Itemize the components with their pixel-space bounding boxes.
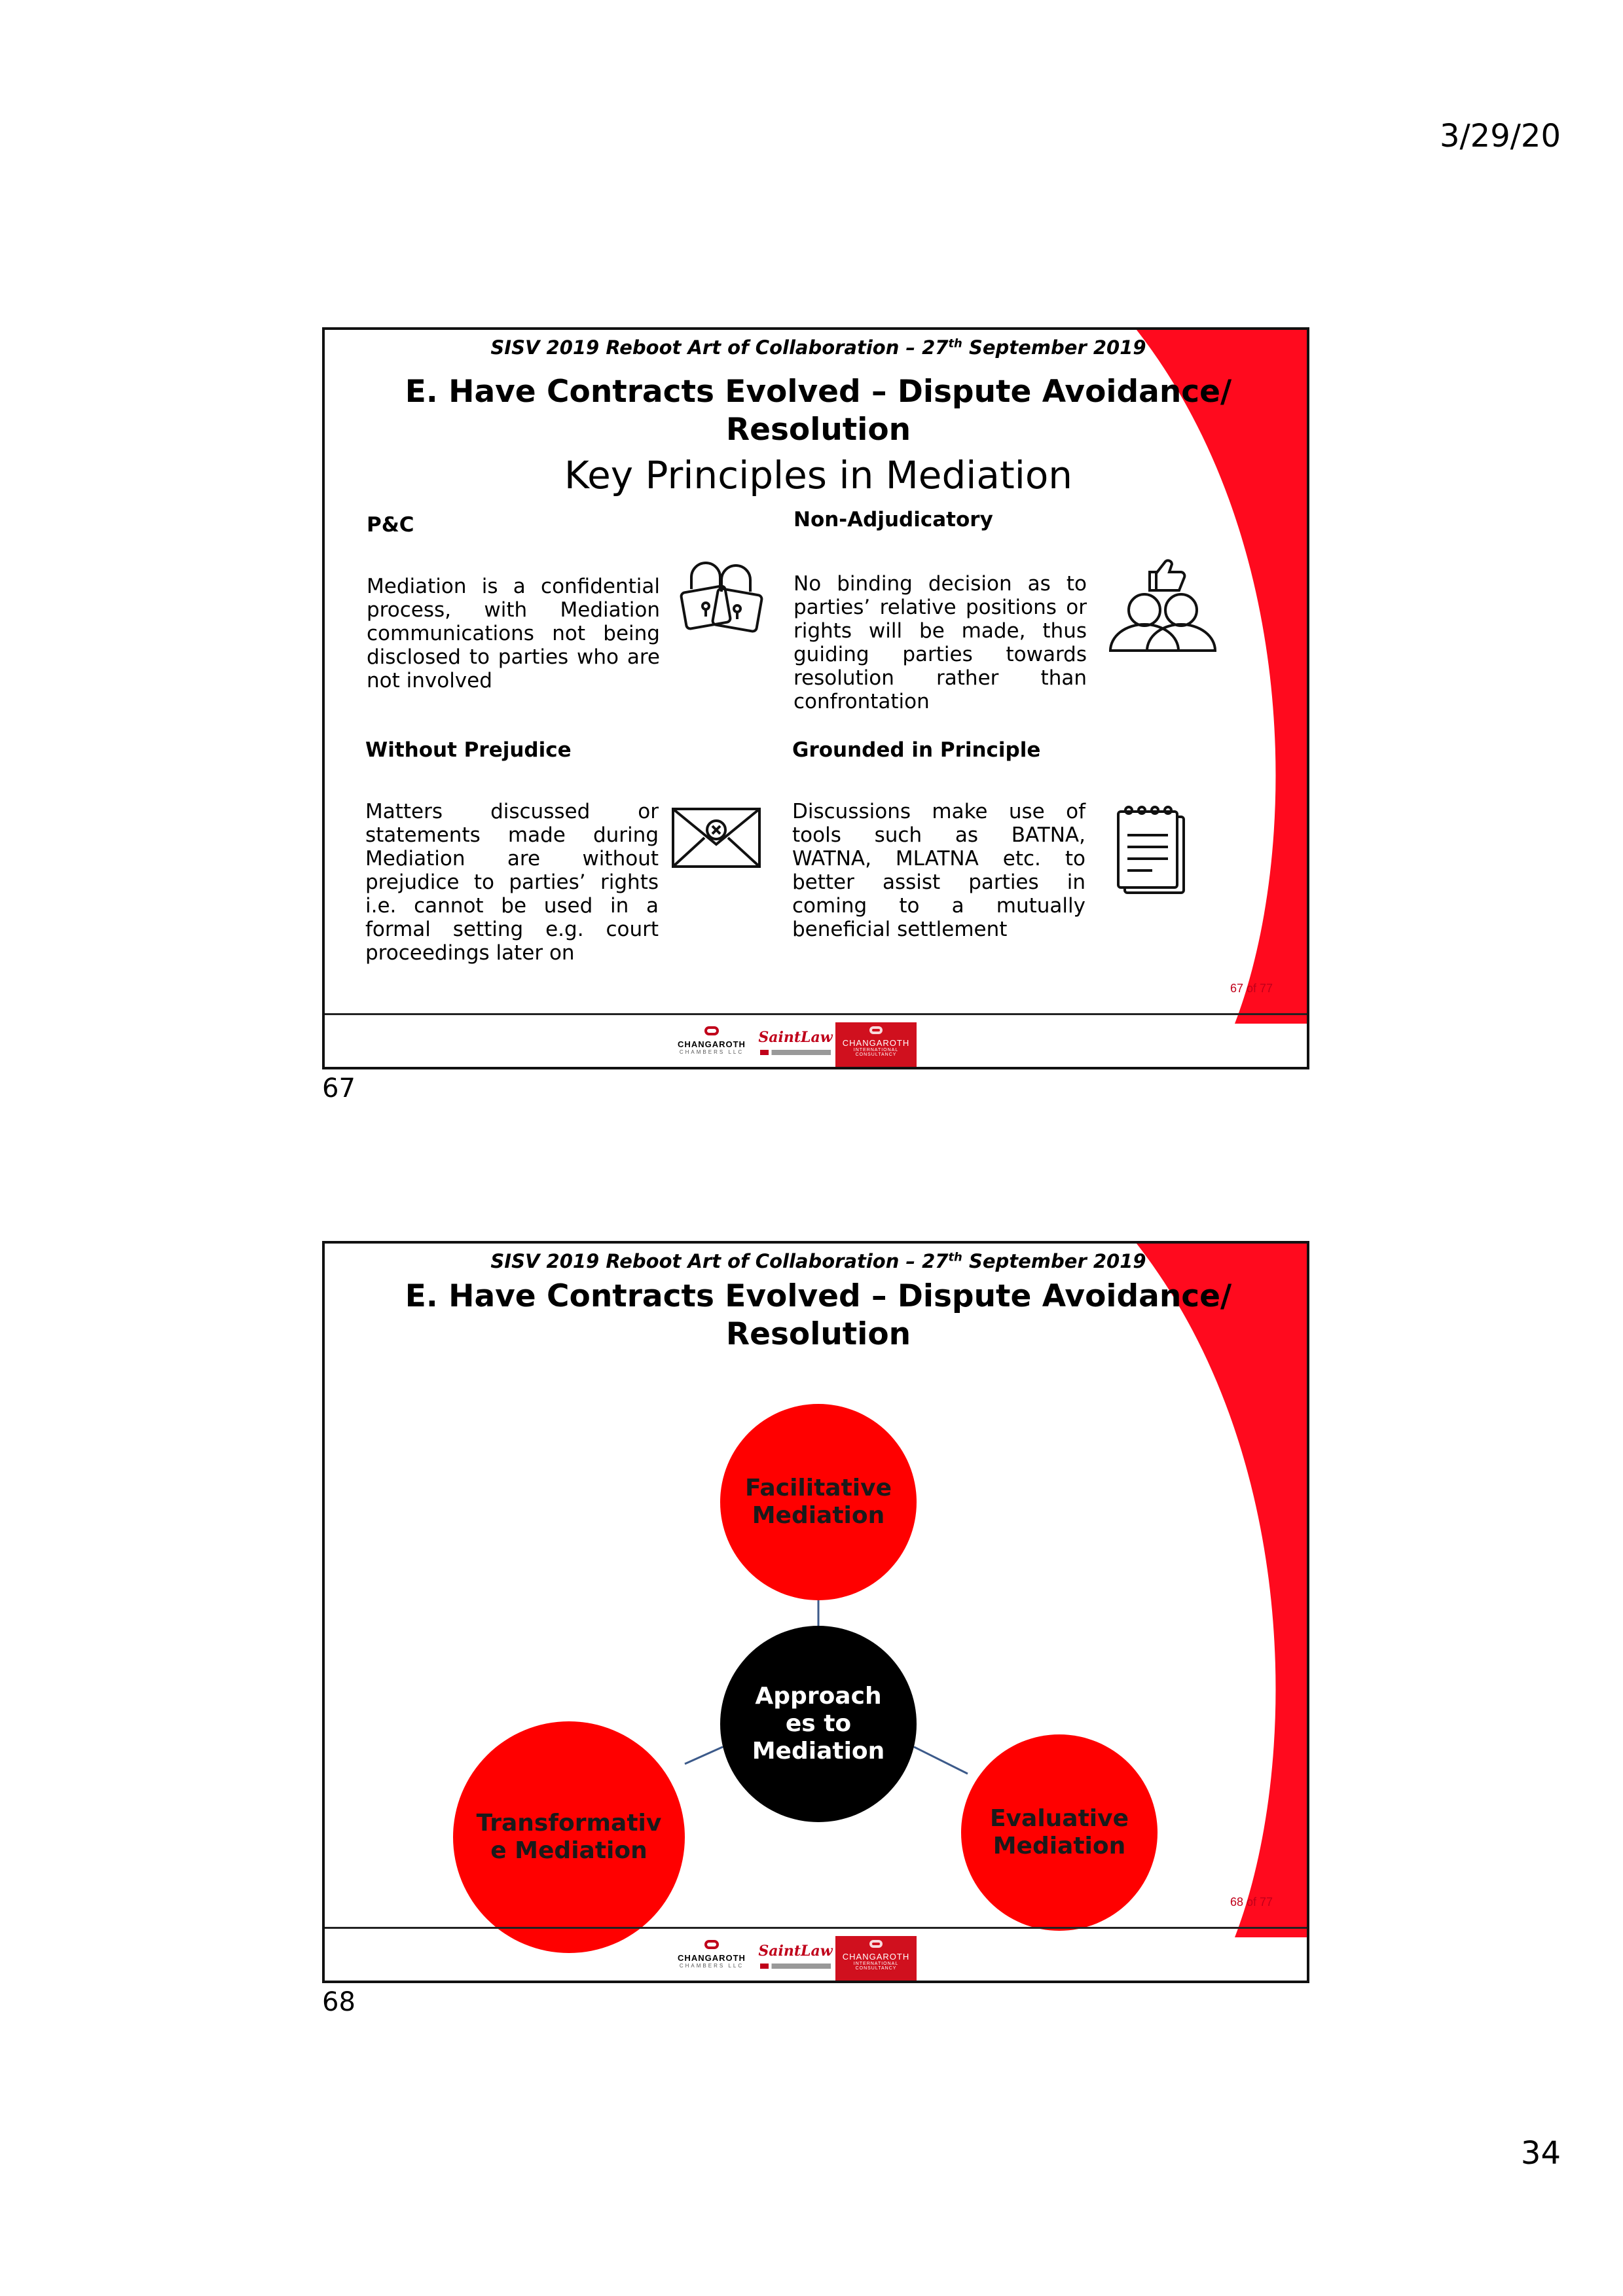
section-title-pc: P&C — [367, 513, 414, 537]
footer-divider — [325, 1927, 1309, 1929]
sealed-envelope-icon — [670, 805, 762, 870]
changaroth-consultancy-logo: CHANGAROTH INTERNATIONAL CONSULTANCY — [835, 1022, 917, 1067]
circle-facilitative-mediation: Facilitative Mediation — [720, 1404, 917, 1600]
section-title-without-prejudice: Without Prejudice — [365, 738, 572, 762]
saintlaw-logo: SaintLaw — [757, 1022, 834, 1067]
circle-evaluative-mediation: Evaluative Mediation — [961, 1734, 1158, 1931]
page-date: 3/29/20 — [1439, 118, 1561, 154]
padlocks-icon — [678, 558, 770, 643]
changaroth-chambers-logo: CHANGAROTH CHAMBERS LLC — [670, 1022, 753, 1067]
section-text-pc: Mediation is a confidential process, with Mediation communications not being disclosed to parties who are not involved — [367, 575, 660, 692]
slide-title: E. Have Contracts Evolved – Dispute Avoidance/ Resolution — [405, 1278, 1232, 1352]
slide-header: SISV 2019 Reboot Art of Collaboration – 27th September 2019 — [490, 336, 1146, 359]
slide-number: 67 — [322, 1073, 356, 1103]
section-text-without-prejudice: Matters discussed or statements made during Mediation are without prejudice to parties’ rights i.e. cannot be used in a formal setting e.g. court proceedings later on — [365, 800, 659, 965]
slide-68 — [322, 1241, 1309, 1983]
circle-transformative-mediation: Transformativ e Mediation — [453, 1721, 685, 1953]
section-text-non-adjudicatory: No binding decision as to parties’ relative positions or rights will be made, thus guiding parties towards resolution rather than confrontation — [793, 572, 1087, 713]
section-title-grounded-in-principle: Grounded in Principle — [792, 738, 1041, 762]
slide-count: 67 of 77 — [1230, 982, 1273, 995]
slide-title: E. Have Contracts Evolved – Dispute Avoidance/ Resolution — [405, 374, 1232, 448]
saintlaw-logo: SaintLaw — [757, 1936, 834, 1981]
slide-67 — [322, 327, 1309, 1069]
people-thumbs-up-icon — [1104, 546, 1222, 657]
slide-count: 68 of 77 — [1230, 1895, 1273, 1909]
slide-header: SISV 2019 Reboot Art of Collaboration – 27th September 2019 — [490, 1250, 1146, 1272]
footer-logos — [670, 1936, 919, 1981]
section-text-grounded-in-principle: Discussions make use of tools such as BATNA, WATNA, MLATNA etc. to better assist parties in coming to a mutually beneficial settlement — [792, 800, 1085, 941]
center-circle-approaches: Approach es to Mediation — [720, 1626, 917, 1822]
page-number: 34 — [1520, 2135, 1561, 2172]
slide-number: 68 — [322, 1987, 356, 2017]
changaroth-consultancy-logo: CHANGAROTH INTERNATIONAL CONSULTANCY — [835, 1936, 917, 1981]
section-title-non-adjudicatory: Non-Adjudicatory — [793, 508, 993, 531]
changaroth-chambers-logo: CHANGAROTH CHAMBERS LLC — [670, 1936, 753, 1981]
footer-logos — [670, 1022, 919, 1067]
notepad-icon — [1116, 805, 1188, 897]
slide-subtitle: Key Principles in Mediation — [564, 453, 1073, 497]
footer-divider — [325, 1013, 1309, 1015]
